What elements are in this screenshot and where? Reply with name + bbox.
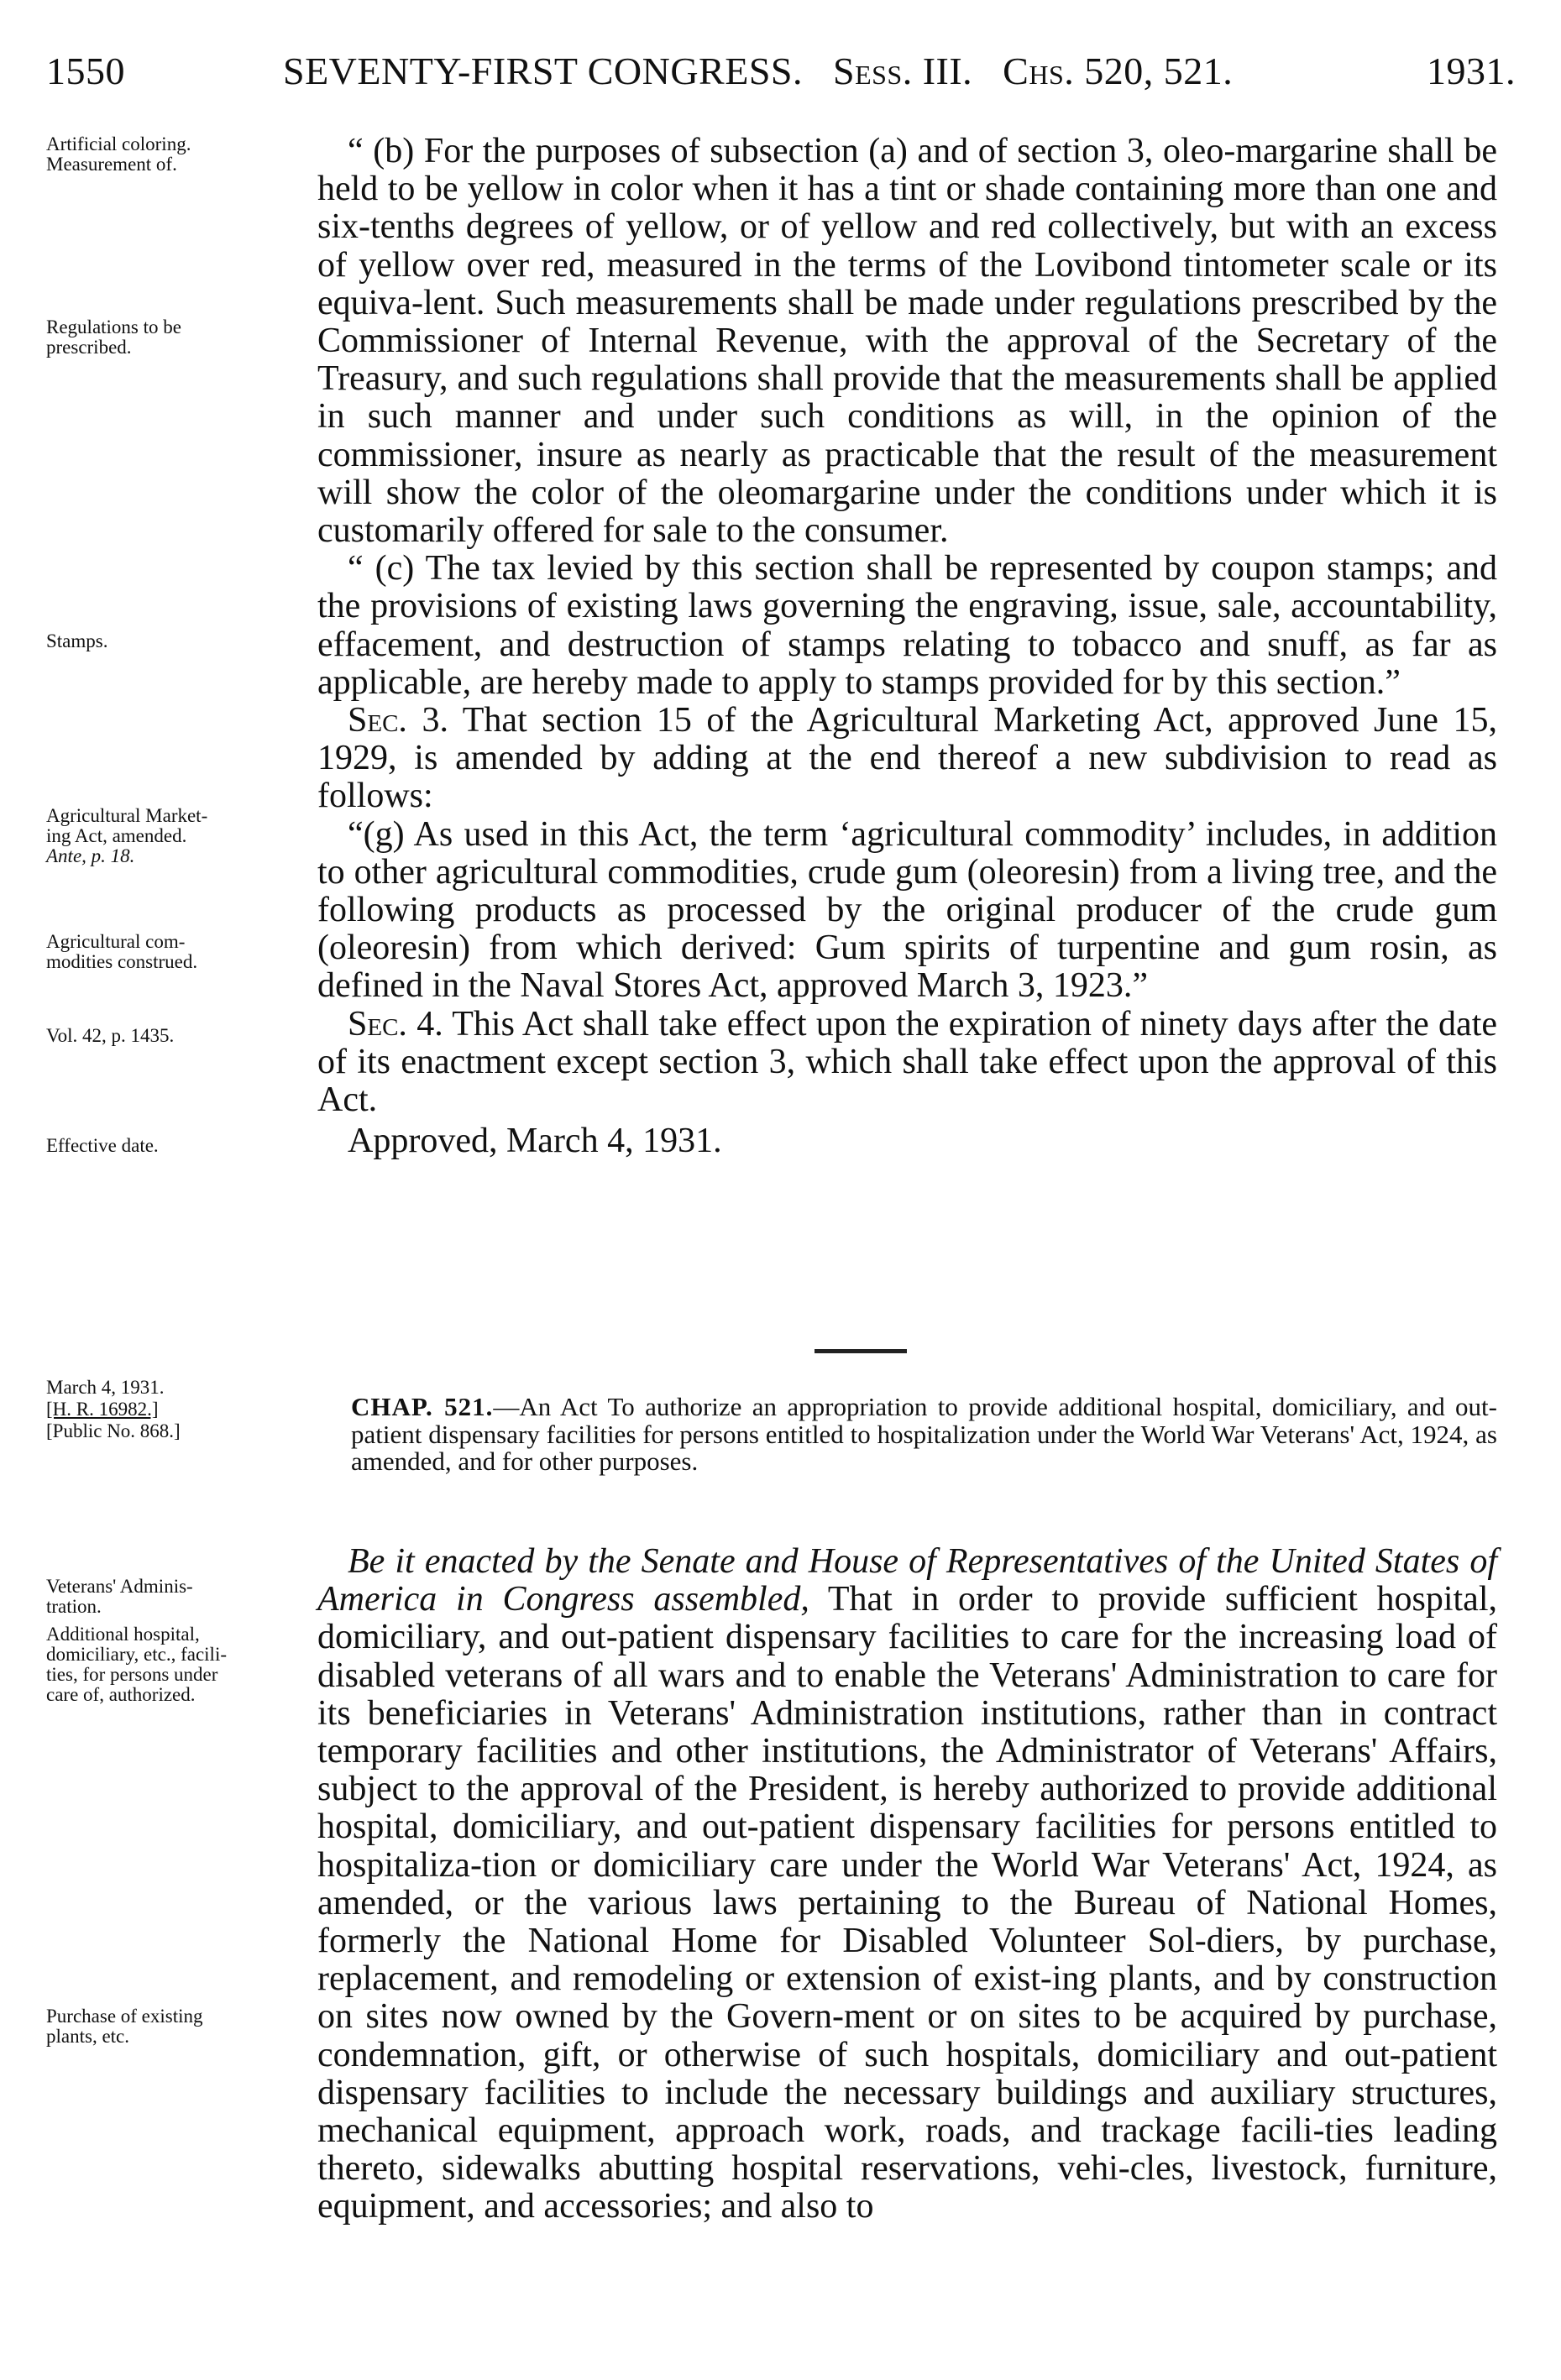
margin-note-regulations: Regulations to be prescribed. xyxy=(46,316,181,358)
paragraph-g: “(g) As used in this Act, the term ‘agricultural commodity’ includes, in addition to other agricultural commodities, crude gum (oleoresin) from a living tree, and the following products as processed by the original producer of the crude gum (oleoresin) from which derived: Gum spirits of turpentine and gum rosin, as defined in the Naval Stores Act, approved March 3, 1923.” xyxy=(317,814,1497,1006)
enactment-paragraph: Be it enacted by the Senate and House of Representatives of the United States of America in Congress assembled, That in order to provide sufficient hospital, domiciliary, and out-patient dispensary facilities to care for the increasing load of disabled veterans of all wars and to enable the Veterans' Administration to care for its beneficiaries in Veterans' Administration institutions, rather than in contract temporary facilities and other institutions, the Administrator of Veterans' Affairs, subject to the approval of the President, is hereby authorized to provide additional hospital, domiciliary, and out-patient dispensary facilities for persons entitled to hospitaliza-tion or domiciliary care under the World War Veterans' Act, 1924, as amended, or the various laws pertaining to the Bureau of National Homes, formerly the National Home for Disabled Volunteer Sol-diers, by purchase, replacement, and remodeling or extension of exist-ing plants, and by construction on sites now owned by the Govern-ment or on sites to be acquired by purchase, condemnation, gift, or otherwise of such hospitals, domiciliary and out-patient dispensary facilities to include the necessary buildings and auxiliary structures, mechanical equipment, approach work, roads, and trackage facili-ties leading thereto, sidewalks abutting hospital reservations, vehi-cles, livestock, furniture, equipment, and accessories; and also to xyxy=(317,1542,1497,2226)
margin-note-stamps: Stamps. xyxy=(46,630,108,651)
paragraph-c: “ (c) The tax levied by this section shall be represented by coupon stamps; and the provisions of existing laws governing the engraving, issue, sale, accountability, effacement, and destruction of stamps relating to tobacco and snuff, as far as applicable, are hereby made to apply to stamps provided for by this section.” xyxy=(317,549,1497,702)
margin-note-veterans: Veterans' Adminis- tration. xyxy=(46,1576,193,1617)
margin-note-artificial-coloring: Artificial coloring. Measurement of. xyxy=(46,133,191,175)
body-text-chapter-521 xyxy=(317,1543,1497,2226)
chapters-label: Chs. 520, 521. xyxy=(1003,50,1234,92)
paragraph-b: “ (b) For the purposes of subsection (a) and of section 3, oleo-margarine shall be held to be yellow in color when it has a tint or shade containing more than one and six-tenths degrees of yellow, or of yellow and red collectively, but with an excess of yellow over red, measured in the terms of the Lovibond tintometer scale or its equiva-lent. Such measurements shall be made under regulations prescribed by the Commissioner of Internal Revenue, with the approval of the Secretary of the Treasury, and such regulations shall provide that the measurements shall be applied in such manner and under such conditions as will, in the opinion of the commissioner, insure as nearly as practicable that the result of the measurement will show the color of the oleomargarine under the conditions under which it is customarily offered for sale to the consumer. xyxy=(317,132,1497,551)
session-label: Sess. III. xyxy=(832,50,973,92)
page-number: 1550 xyxy=(46,50,125,92)
section-divider xyxy=(815,1349,907,1353)
margin-note-additional: Additional hospital, domiciliary, etc., facili- ties, for persons under care of, authorized. xyxy=(46,1624,227,1705)
running-title: SEVENTY-FIRST CONGRESS. Sess. III. Chs. 520, 521. xyxy=(283,50,1234,92)
margin-note-vol: Vol. 42, p. 1435. xyxy=(46,1025,175,1046)
chapter-521-heading: CHAP. 521.—An Act To authorize an appropriation to provide additional hospital, domiciliary, and out-patient dispensary facilities for persons entitled to hospitalization under the World War Veterans' Act, 1924, as amended, and for other purposes. xyxy=(351,1392,1497,1476)
page-header xyxy=(46,46,1516,97)
margin-note-march: March 4, 1931. [H. R. 16982.] [Public No. 868.] xyxy=(46,1377,181,1441)
margin-note-effective: Effective date. xyxy=(46,1135,159,1156)
margin-note-agri-commodities: Agricultural com- modities construed. xyxy=(46,931,198,972)
margin-note-purchase: Purchase of existing plants, etc. xyxy=(46,2006,203,2047)
body-text-chapter-520 xyxy=(317,133,1497,1160)
margin-note-agri-marketing: Agricultural Market- ing Act, amended. Ante, p. 18. xyxy=(46,805,208,866)
header-year: 1931. xyxy=(1427,50,1516,92)
section-3: Sec. 3. That section 15 of the Agricultural Marketing Act, approved June 15, 1929, is amended by adding at the end thereof a new subdivision to read as follows: xyxy=(317,701,1498,816)
section-4: Sec. 4. This Act shall take effect upon the expiration of ninety days after the date of its enactment except section 3, which shall take effect upon the approval of this Act. xyxy=(317,1004,1498,1120)
approved-line: Approved, March 4, 1931. xyxy=(348,1122,722,1161)
